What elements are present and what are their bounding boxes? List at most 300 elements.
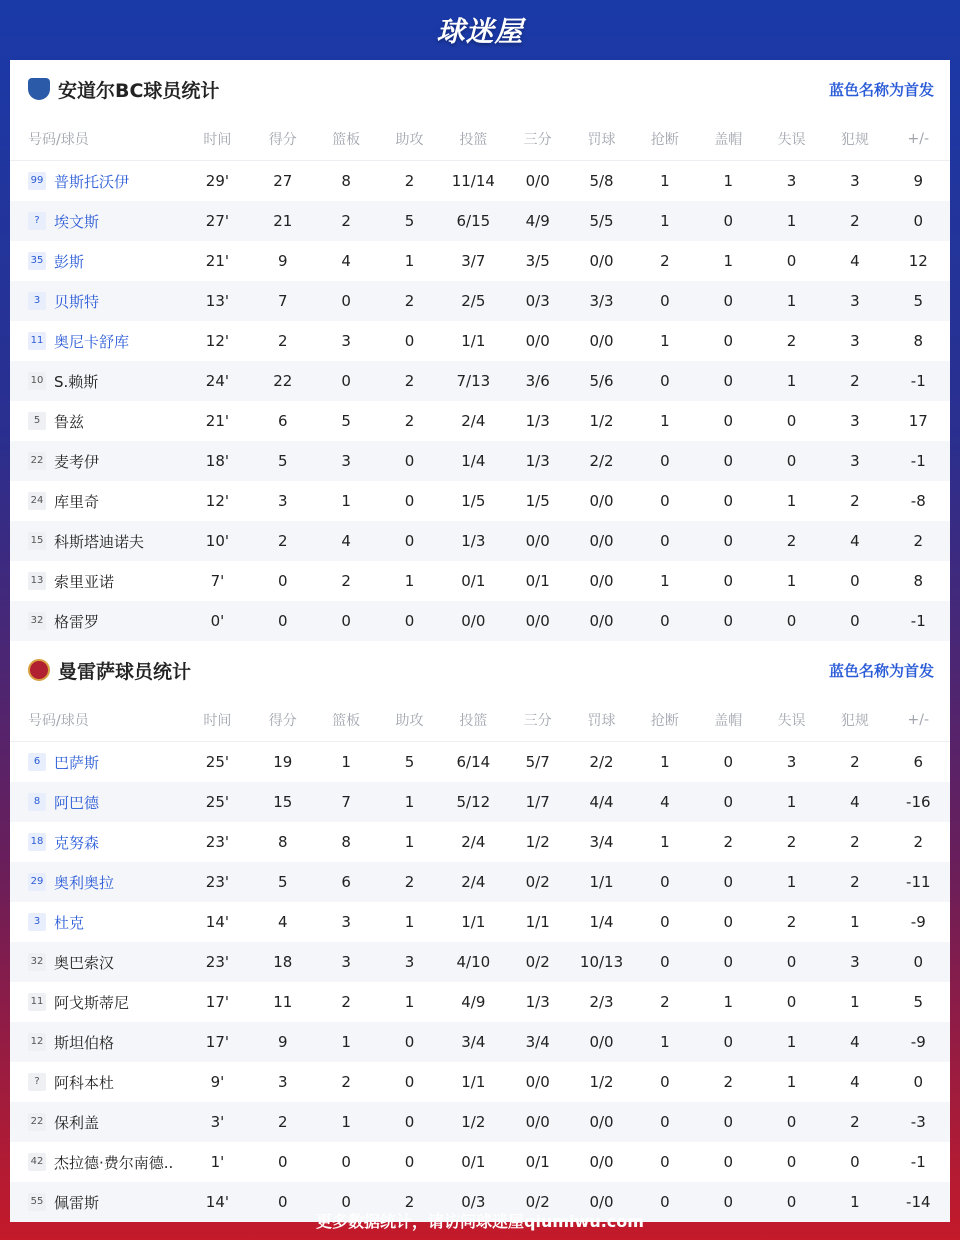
- jersey-number-badge: 22: [28, 1113, 46, 1131]
- footer-banner[interactable]: 更多数据统计，请访问球迷屋qiumiwu.com: [316, 1211, 644, 1231]
- stat-cell: 3: [278, 492, 288, 510]
- player-name-link[interactable]: 佩雷斯: [54, 1193, 100, 1212]
- stat-cell: 2: [660, 252, 670, 270]
- player-cell[interactable]: [10, 481, 184, 521]
- stat-cell: 0: [378, 1102, 441, 1142]
- table-row[interactable]: [10, 481, 950, 521]
- stat-cell: 2: [378, 1182, 441, 1222]
- stat-cell: 0/1: [461, 572, 486, 590]
- stat-cell: -16: [887, 782, 950, 822]
- player-name-link[interactable]: 克努森: [54, 833, 100, 852]
- player-name-link[interactable]: 鲁兹: [54, 412, 85, 431]
- stat-cell: 1: [786, 1073, 797, 1091]
- stat-cell: 23': [184, 942, 251, 982]
- player-name-link[interactable]: 库里奇: [54, 492, 100, 511]
- stat-cell: 0: [633, 361, 696, 401]
- stat-cell: 2: [723, 833, 733, 851]
- stat-cell: 1/2: [589, 412, 614, 430]
- stat-cell: 0: [404, 332, 415, 350]
- stat-cell: 1: [378, 782, 441, 822]
- stat-cell: 4: [314, 521, 377, 561]
- stat-cell: 0: [887, 942, 950, 982]
- stat-cell: 0: [786, 993, 797, 1011]
- column-header[interactable]: 失误: [760, 699, 823, 742]
- stat-cell: 17': [205, 993, 229, 1011]
- stat-cell: 1: [760, 782, 823, 822]
- stat-cell: 4: [823, 1022, 886, 1062]
- stat-cell: 7': [210, 572, 225, 590]
- stat-cell: -9: [887, 1022, 950, 1062]
- stat-cell: 9: [278, 252, 288, 270]
- jersey-number-badge: 3: [28, 292, 46, 310]
- stat-cell: 1: [660, 412, 670, 430]
- stat-cell: 1: [404, 833, 415, 851]
- stat-cell: 5/6: [570, 361, 633, 401]
- stat-cell: 3: [314, 441, 377, 481]
- table-row[interactable]: [10, 862, 950, 902]
- stat-cell: 0: [697, 1182, 760, 1222]
- table-row[interactable]: [10, 982, 950, 1022]
- stat-cell: 2: [251, 1102, 314, 1142]
- column-header[interactable]: 投篮: [441, 118, 505, 161]
- column-header[interactable]: 助攻: [378, 118, 441, 161]
- stat-cell: 1: [760, 201, 823, 241]
- stat-cell: 9': [210, 1073, 225, 1091]
- stat-cell: -1: [910, 1153, 926, 1171]
- stat-cell: 24': [184, 361, 251, 401]
- column-header[interactable]: 投篮: [441, 699, 505, 742]
- player-cell[interactable]: [10, 862, 184, 902]
- jersey-number-badge: 11: [28, 993, 46, 1011]
- stat-cell: 2: [913, 833, 924, 851]
- column-header[interactable]: 三分: [506, 699, 570, 742]
- stat-cell: 8: [341, 833, 351, 851]
- player-name-link[interactable]: 普斯托沃伊: [54, 172, 130, 191]
- stat-cell: 0': [184, 601, 251, 641]
- stat-cell: 0/2: [506, 862, 570, 902]
- table-row[interactable]: [10, 161, 950, 202]
- column-header[interactable]: 时间: [184, 118, 251, 161]
- stat-cell: 1/1: [461, 913, 486, 931]
- stat-cell: 6: [278, 412, 288, 430]
- column-header[interactable]: 篮板: [314, 118, 377, 161]
- stat-cell: 1/1: [461, 1073, 486, 1091]
- stat-cell: 9: [913, 172, 924, 190]
- stat-cell: 2: [786, 833, 797, 851]
- stat-cell: 3: [314, 942, 377, 982]
- column-header[interactable]: 号码/球员: [10, 118, 184, 161]
- column-header[interactable]: 犯规: [823, 699, 886, 742]
- table-row[interactable]: [10, 521, 950, 561]
- stat-cell: 1: [723, 172, 733, 190]
- table-row[interactable]: [10, 902, 950, 942]
- stat-cell: 14': [205, 913, 229, 931]
- stat-cell: 0: [633, 1102, 696, 1142]
- stat-cell: 1: [660, 172, 670, 190]
- player-cell[interactable]: [10, 441, 184, 481]
- player-name-link[interactable]: S.赖斯: [54, 372, 99, 391]
- team-header: [10, 60, 950, 118]
- column-header[interactable]: 盖帽: [697, 118, 760, 161]
- player-name-link[interactable]: 阿戈斯蒂尼: [54, 993, 130, 1012]
- column-header[interactable]: 罚球: [570, 699, 633, 742]
- stat-cell: 2: [760, 521, 823, 561]
- stat-cell: 1/2: [589, 1073, 614, 1091]
- column-header[interactable]: 抢断: [633, 699, 696, 742]
- table-row[interactable]: [10, 201, 950, 241]
- player-cell[interactable]: [10, 361, 184, 401]
- player-name-link[interactable]: 格雷罗: [54, 612, 100, 631]
- player-cell[interactable]: [10, 982, 184, 1022]
- stat-cell: 3/4: [506, 1022, 570, 1062]
- team-title-group: [28, 657, 191, 684]
- team-section: [10, 60, 950, 641]
- stat-cell: 0: [633, 601, 696, 641]
- stat-cell: 0: [404, 492, 415, 510]
- stat-cell: 1/1: [570, 862, 633, 902]
- player-name-link[interactable]: 阿科本杜: [54, 1073, 115, 1092]
- stat-cell: 0/1: [525, 572, 550, 590]
- player-name-link[interactable]: 杜克: [54, 913, 85, 932]
- stat-cell: 1: [341, 492, 351, 510]
- player-name-link[interactable]: 保利盖: [54, 1113, 100, 1132]
- stat-cell: 2: [341, 993, 351, 1011]
- player-name-link[interactable]: 贝斯特: [54, 292, 100, 311]
- player-name-link[interactable]: 斯坦伯格: [54, 1033, 115, 1052]
- column-header[interactable]: 抢断: [633, 118, 696, 161]
- stat-cell: 5: [251, 862, 314, 902]
- player-name-link[interactable]: 奥利奥拉: [54, 873, 115, 892]
- stat-cell: 3: [341, 913, 351, 931]
- player-name-link[interactable]: 奥巴索汉: [54, 953, 115, 972]
- stat-cell: 1: [660, 833, 670, 851]
- stat-cell: 23': [205, 833, 229, 851]
- stat-cell: 2: [823, 1102, 886, 1142]
- stat-cell: 1: [633, 201, 696, 241]
- stat-cell: 0/1: [525, 1153, 550, 1171]
- stat-cell: 2: [378, 281, 441, 321]
- header-row: [10, 118, 950, 161]
- column-header[interactable]: +/-: [887, 118, 950, 161]
- stat-cell: 5/5: [570, 201, 633, 241]
- table-row[interactable]: [10, 1062, 950, 1102]
- stat-cell: 0: [251, 601, 314, 641]
- player-name-link[interactable]: 麦考伊: [54, 452, 100, 471]
- stat-cell: 0: [723, 492, 733, 510]
- stat-cell: 1/4: [589, 913, 614, 931]
- andorra-team-logo-icon: [28, 78, 50, 100]
- player-name-link[interactable]: 阿巴德: [54, 793, 100, 812]
- stat-cell: 1: [314, 1102, 377, 1142]
- table-row[interactable]: [10, 942, 950, 982]
- stat-cell: 4: [823, 782, 886, 822]
- player-cell[interactable]: [10, 902, 184, 942]
- table-row[interactable]: [10, 782, 950, 822]
- stat-cell: 1/1: [525, 913, 550, 931]
- stat-cell: 1: [760, 1022, 823, 1062]
- table-row[interactable]: [10, 1102, 950, 1142]
- table-row[interactable]: [10, 321, 950, 361]
- stat-cell: 3/5: [525, 252, 550, 270]
- player-cell[interactable]: [10, 822, 184, 862]
- stat-cell: 2/3: [589, 993, 614, 1011]
- stat-cell: 6/14: [456, 753, 491, 771]
- stat-cell: 5: [913, 993, 924, 1011]
- header-row: [10, 699, 950, 742]
- player-name-link[interactable]: 巴萨斯: [54, 753, 100, 772]
- column-header[interactable]: 得分: [251, 118, 314, 161]
- stat-cell: 12: [908, 252, 928, 270]
- stat-cell: 0/0: [589, 1153, 614, 1171]
- stat-cell: 2: [404, 412, 415, 430]
- stat-cell: 0: [314, 601, 377, 641]
- jersey-number-badge: 35: [28, 252, 46, 270]
- column-header[interactable]: 盖帽: [697, 699, 760, 742]
- stat-cell: 1: [850, 993, 860, 1011]
- stat-cell: 2: [823, 361, 886, 401]
- column-header[interactable]: 篮板: [314, 699, 377, 742]
- table-row[interactable]: [10, 361, 950, 401]
- table-row[interactable]: [10, 441, 950, 481]
- player-cell[interactable]: [10, 521, 184, 561]
- stat-cell: 0: [314, 281, 377, 321]
- player-cell[interactable]: [10, 742, 184, 783]
- stat-cell: 1: [341, 753, 351, 771]
- player-cell[interactable]: [10, 201, 184, 241]
- stat-cell: 0: [697, 201, 760, 241]
- table-row[interactable]: [10, 1022, 950, 1062]
- stat-cell: 1: [823, 1182, 886, 1222]
- player-name-link[interactable]: 索里亚诺: [54, 572, 115, 591]
- table-row[interactable]: [10, 401, 950, 441]
- stat-cell: 4/9: [506, 201, 570, 241]
- stat-cell: 4: [278, 913, 288, 931]
- stat-cell: 8: [913, 332, 924, 350]
- stat-cell: 0/0: [570, 1182, 633, 1222]
- stat-cell: 0/0: [570, 1102, 633, 1142]
- jersey-number-badge: 15: [28, 532, 46, 550]
- stat-cell: 2: [723, 1073, 733, 1091]
- stat-cell: 6/15: [441, 201, 505, 241]
- stat-cell: 5/7: [525, 753, 550, 771]
- stat-cell: 0: [786, 252, 797, 270]
- column-header[interactable]: 罚球: [570, 118, 633, 161]
- stat-cell: 2/4: [461, 412, 486, 430]
- stat-cell: 0: [786, 412, 797, 430]
- column-header[interactable]: +/-: [887, 699, 950, 742]
- player-cell[interactable]: [10, 1022, 184, 1062]
- stat-cell: 2: [341, 1073, 351, 1091]
- stat-cell: 6: [314, 862, 377, 902]
- stat-cell: 4: [850, 252, 860, 270]
- stat-cell: 1/4: [441, 441, 505, 481]
- stat-cell: 0: [314, 1182, 377, 1222]
- stat-cell: 12': [205, 492, 229, 510]
- jersey-number-badge: 5: [28, 412, 46, 430]
- player-cell[interactable]: [10, 1142, 184, 1182]
- stat-cell: 0: [723, 753, 733, 771]
- stat-cell: 25': [205, 753, 229, 771]
- stat-cell: 0: [633, 862, 696, 902]
- column-header[interactable]: 得分: [251, 699, 314, 742]
- stat-cell: -1: [887, 601, 950, 641]
- player-name-link[interactable]: 杰拉德·费尔南德..: [54, 1153, 174, 1172]
- stat-cell: 15: [251, 782, 314, 822]
- table-row[interactable]: [10, 241, 950, 281]
- player-cell[interactable]: [10, 782, 184, 822]
- stat-cell: 7/13: [441, 361, 505, 401]
- stat-cell: 7: [314, 782, 377, 822]
- stat-cell: 0/0: [570, 601, 633, 641]
- stat-cell: 0: [697, 281, 760, 321]
- stat-cell: 1: [314, 1022, 377, 1062]
- column-header[interactable]: 号码/球员: [10, 699, 184, 742]
- stat-cell: 3/4: [589, 833, 614, 851]
- stat-cell: 1/3: [506, 441, 570, 481]
- stat-cell: 0: [697, 862, 760, 902]
- stat-cell: 0: [723, 332, 733, 350]
- stat-cell: 8: [913, 572, 924, 590]
- stat-cell: 2/4: [461, 833, 486, 851]
- player-cell[interactable]: [10, 942, 184, 982]
- stat-cell: -3: [887, 1102, 950, 1142]
- stat-cell: 2: [823, 862, 886, 902]
- table-row[interactable]: [10, 601, 950, 641]
- stat-cell: 1/5: [461, 492, 486, 510]
- stat-cell: 3: [341, 332, 351, 350]
- stat-cell: 2: [278, 332, 288, 350]
- stat-cell: 0/0: [589, 572, 614, 590]
- stat-cell: 13': [184, 281, 251, 321]
- team-title: 曼雷萨球员统计: [58, 660, 192, 683]
- player-cell[interactable]: [10, 561, 184, 601]
- stat-cell: 1: [760, 281, 823, 321]
- stat-cell: 5: [404, 753, 415, 771]
- table-row[interactable]: [10, 1142, 950, 1182]
- stat-cell: 2: [823, 201, 886, 241]
- team-header: [10, 641, 950, 699]
- stat-cell: 18': [184, 441, 251, 481]
- stat-cell: 0: [697, 601, 760, 641]
- stat-cell: 3/6: [506, 361, 570, 401]
- jersey-number-badge: 3: [28, 913, 46, 931]
- stat-cell: 27': [184, 201, 251, 241]
- stat-cell: 2: [786, 332, 797, 350]
- stat-cell: 21': [205, 412, 229, 430]
- stat-cell: 1: [633, 1022, 696, 1062]
- stat-cell: 5: [341, 412, 351, 430]
- stat-cell: 0/0: [525, 1073, 550, 1091]
- stat-cell: 1: [850, 913, 860, 931]
- stat-cell: 11: [273, 993, 293, 1011]
- column-header[interactable]: 犯规: [823, 118, 886, 161]
- player-cell[interactable]: [10, 321, 184, 361]
- stat-cell: 1/5: [525, 492, 550, 510]
- stat-cell: 0: [314, 361, 377, 401]
- column-header[interactable]: 时间: [184, 699, 251, 742]
- jersey-number-badge: 55: [28, 1193, 46, 1211]
- stat-cell: 22: [251, 361, 314, 401]
- stat-cell: 12': [205, 332, 229, 350]
- stat-cell: 0: [251, 1182, 314, 1222]
- stat-cell: 0: [660, 1073, 670, 1091]
- player-cell[interactable]: [10, 1062, 184, 1102]
- player-name-link[interactable]: 奥尼卡舒库: [54, 332, 130, 351]
- stat-cell: 0/0: [525, 172, 550, 190]
- stat-cell: 4/4: [570, 782, 633, 822]
- stat-cell: 3: [278, 1073, 288, 1091]
- stat-cell: 0: [378, 441, 441, 481]
- stat-cell: 0: [278, 572, 288, 590]
- stat-cell: 2: [251, 521, 314, 561]
- stat-cell: 3/4: [441, 1022, 505, 1062]
- column-header[interactable]: 三分: [506, 118, 570, 161]
- stat-cell: 0: [633, 521, 696, 561]
- stat-cell: 1: [404, 913, 415, 931]
- stat-cell: 1: [404, 993, 415, 1011]
- stat-cell: 4: [633, 782, 696, 822]
- table-row[interactable]: [10, 281, 950, 321]
- table-row[interactable]: [10, 822, 950, 862]
- stat-cell: 0/0: [570, 521, 633, 561]
- stat-cell: 1/3: [525, 412, 550, 430]
- stat-cell: 1/2: [441, 1102, 505, 1142]
- stat-cell: 17: [908, 412, 928, 430]
- stat-cell: 4/10: [441, 942, 505, 982]
- stat-cell: 2: [404, 172, 415, 190]
- table-row[interactable]: [10, 561, 950, 601]
- stat-cell: 1: [404, 252, 415, 270]
- stat-cell: 0: [697, 521, 760, 561]
- stat-cell: 0/3: [506, 281, 570, 321]
- player-cell[interactable]: [10, 281, 184, 321]
- column-header[interactable]: 助攻: [378, 699, 441, 742]
- player-cell[interactable]: [10, 161, 184, 202]
- stat-cell: 1': [210, 1153, 225, 1171]
- player-cell[interactable]: [10, 601, 184, 641]
- stat-cell: 0: [823, 601, 886, 641]
- stat-cell: 18: [251, 942, 314, 982]
- stat-cell: 5/12: [441, 782, 505, 822]
- table-row[interactable]: [10, 742, 950, 783]
- stat-cell: 0: [660, 913, 670, 931]
- stat-cell: 3: [786, 753, 797, 771]
- player-name-link[interactable]: 彭斯: [54, 252, 85, 271]
- stat-cell: 0/1: [461, 1153, 486, 1171]
- stat-cell: 23': [184, 862, 251, 902]
- stat-cell: 0: [378, 1022, 441, 1062]
- player-name-link[interactable]: 埃文斯: [54, 212, 100, 231]
- stat-cell: 2: [786, 913, 797, 931]
- stat-cell: 0: [723, 572, 733, 590]
- starter-legend-note: 蓝色名称为首发: [828, 80, 934, 99]
- column-header[interactable]: 失误: [760, 118, 823, 161]
- player-name-link[interactable]: 科斯塔迪诺夫: [54, 532, 145, 551]
- stat-cell: 0/0: [525, 332, 550, 350]
- stat-cell: 4: [823, 521, 886, 561]
- stat-cell: 3: [378, 942, 441, 982]
- stat-cell: 1: [660, 332, 670, 350]
- player-cell[interactable]: [10, 1102, 184, 1142]
- site-logo[interactable]: 球迷屋: [436, 15, 524, 48]
- stat-cell: 1: [404, 572, 415, 590]
- stat-cell: 3: [786, 172, 797, 190]
- stat-cell: 0/2: [506, 1182, 570, 1222]
- player-cell[interactable]: [10, 241, 184, 281]
- stat-cell: 0: [341, 1153, 351, 1171]
- jersey-number-badge: 13: [28, 572, 46, 590]
- player-cell[interactable]: [10, 401, 184, 441]
